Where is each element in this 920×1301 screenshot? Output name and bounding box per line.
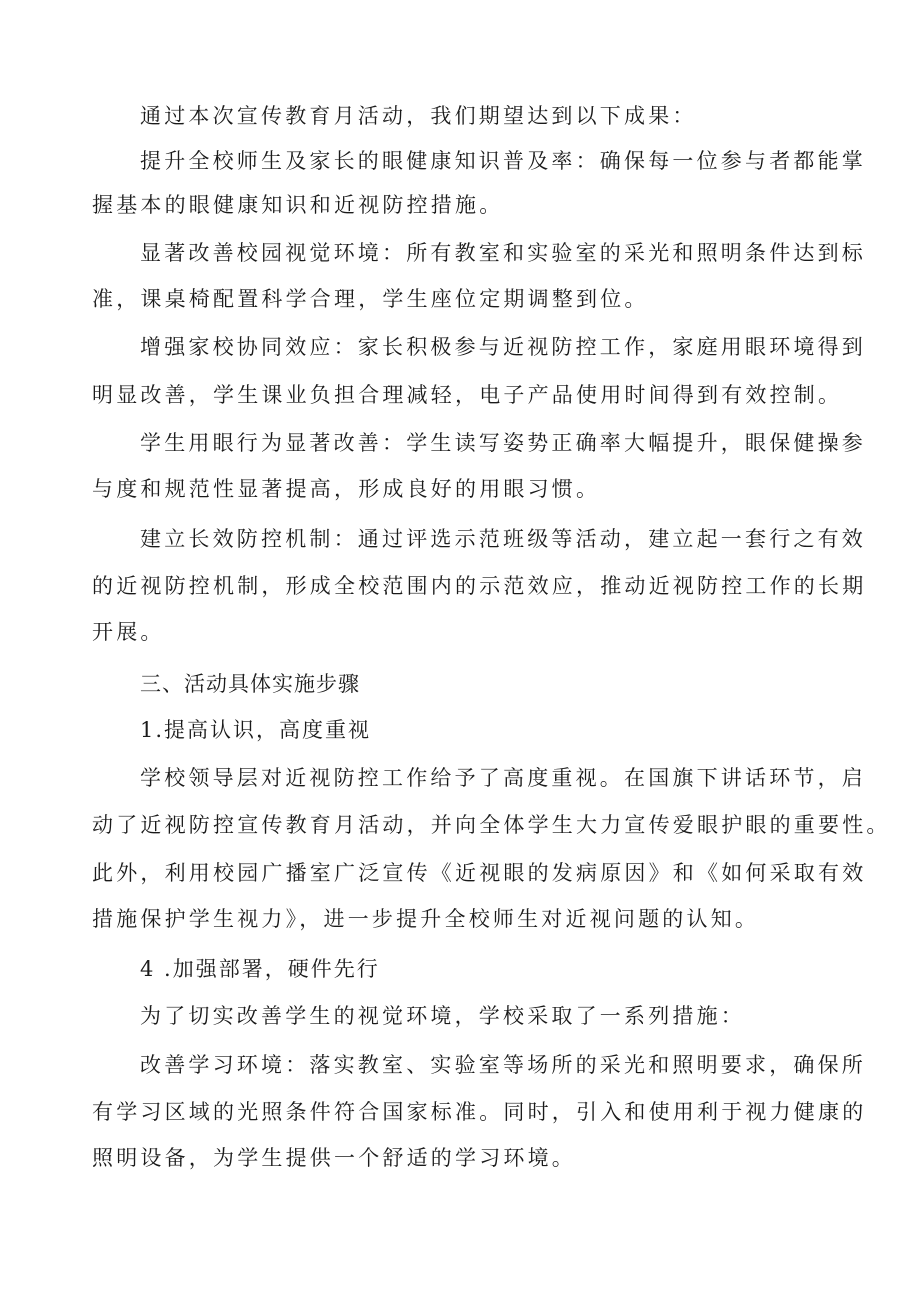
paragraph-line: 照明设备，为学生提供一个舒适的学习环境。 <box>92 1146 576 1170</box>
paragraph-line: 此外，利用校园广播室广泛宣传《近视眼的发病原因》和《如何采取有效 <box>92 861 867 885</box>
step-title: 4 .加强部署，硬件先行 <box>140 957 380 981</box>
paragraph-line: 建立长效防控机制：通过评选示范班级等活动，建立起一套行之有效 <box>140 527 866 551</box>
step-title: 1.提高认识，高度重视 <box>140 718 372 742</box>
paragraph-line: 明显改善，学生课业负担合理减轻，电子产品使用时间得到有效控制。 <box>92 383 843 407</box>
paragraph-line: 措施保护学生视力》，进一步提升全校师生对近视问题的认知。 <box>92 907 760 931</box>
intro-line: 通过本次宣传教育月活动，我们期望达到以下成果： <box>140 104 697 128</box>
paragraph-line: 改善学习环境：落实教室、实验室等场所的采光和照明要求，确保所 <box>140 1053 866 1077</box>
paragraph-line: 学生用眼行为显著改善：学生读写姿势正确率大幅提升，眼保健操参 <box>140 431 866 455</box>
paragraph-line: 学校领导层对近视防控工作给予了高度重视。在国旗下讲话环节，启 <box>140 766 866 790</box>
paragraph-line: 显著改善校园视觉环境：所有教室和实验室的采光和照明条件达到标 <box>140 241 866 265</box>
paragraph-line: 的近视防控机制，形成全校范围内的示范效应，推动近视防控工作的长期 <box>92 574 867 598</box>
paragraph-line: 动了近视防控宣传教育月活动，并向全体学生大力宣传爱眼护眼的重要性。 <box>92 813 891 837</box>
section-heading: 三、活动具体实施步骤 <box>140 672 360 696</box>
paragraph-line: 为了切实改善学生的视觉环境，学校采取了一系列措施： <box>140 1004 745 1028</box>
paragraph-line: 增强家校协同效应：家长积极参与近视防控工作，家庭用眼环境得到 <box>140 335 866 359</box>
paragraph-line: 握基本的眼健康知识和近视防控措施。 <box>92 193 504 217</box>
paragraph-line: 有学习区域的光照条件符合国家标准。同时，引入和使用利于视力健康的 <box>92 1100 867 1124</box>
paragraph-line: 准，课桌椅配置科学合理，学生座位定期调整到位。 <box>92 287 649 311</box>
paragraph-line: 开展。 <box>92 620 165 644</box>
paragraph-line: 与度和规范性显著提高，形成良好的用眼习惯。 <box>92 477 601 501</box>
paragraph-line: 提升全校师生及家长的眼健康知识普及率：确保每一位参与者都能掌 <box>140 149 866 173</box>
